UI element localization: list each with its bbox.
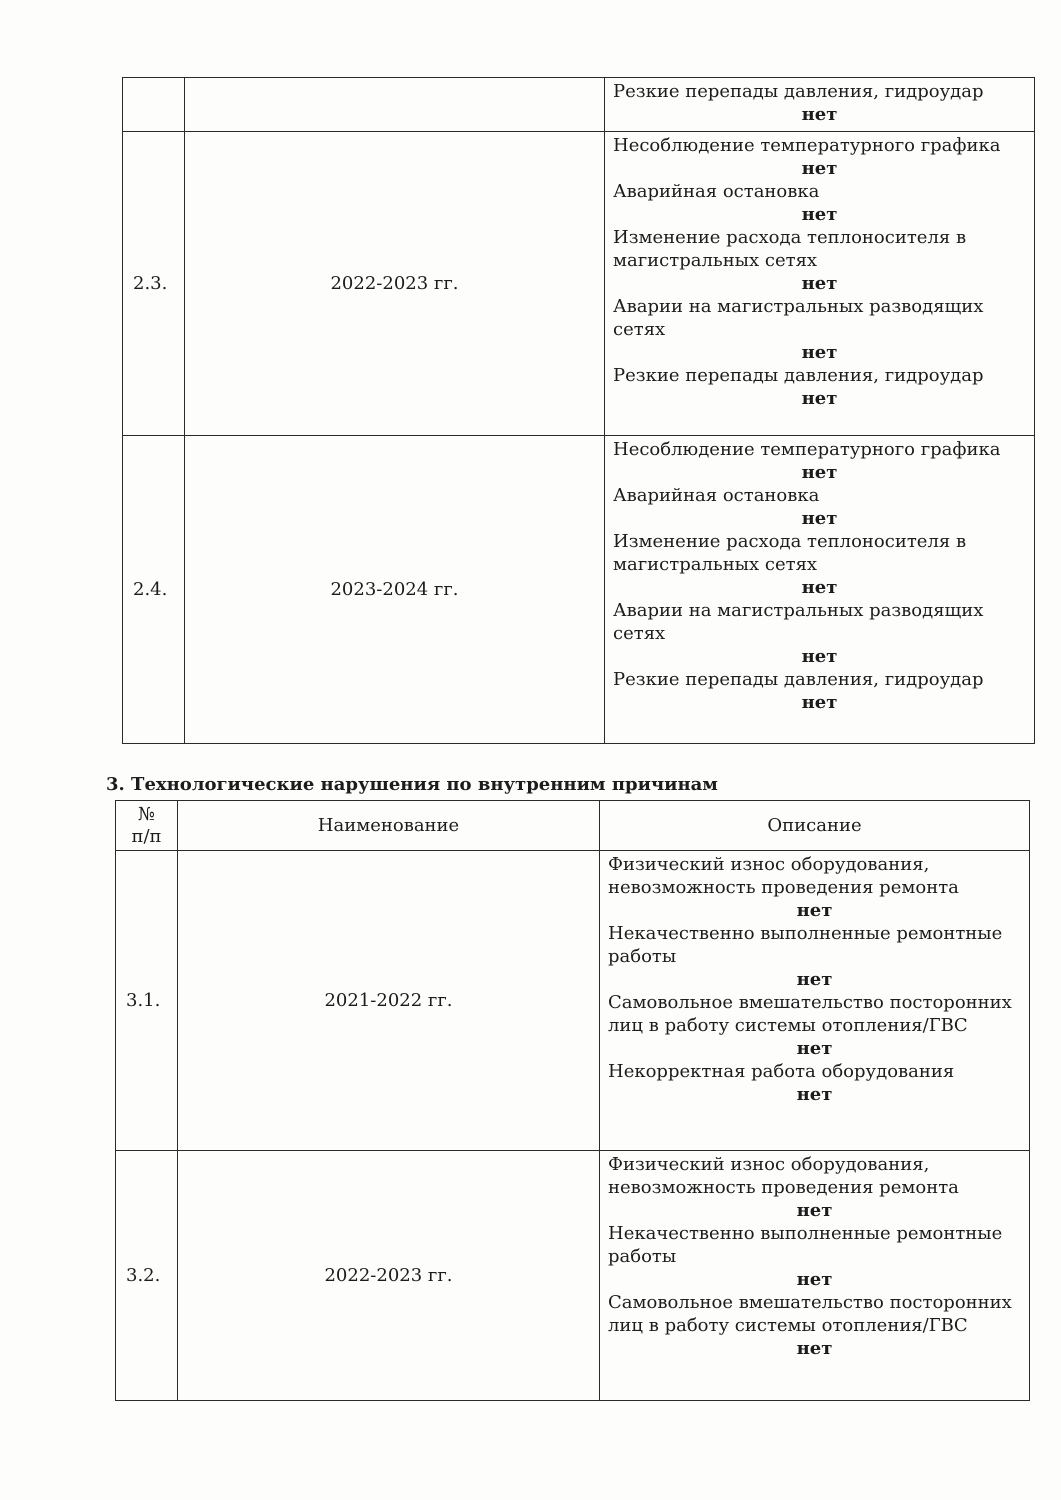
incidents-table-external	[122, 77, 1035, 744]
description-item	[608, 1291, 1021, 1360]
description-item	[608, 991, 1021, 1060]
table-header-row	[116, 801, 1030, 851]
row-name-cell: 2023-2024 гг.	[185, 436, 605, 744]
description-value: нет	[801, 342, 838, 363]
header-number-line2: п/п	[131, 825, 162, 847]
description-value: нет	[796, 969, 833, 990]
row-description-cell	[605, 78, 1035, 132]
description-label: Резкие перепады давления, гидроудар	[613, 81, 984, 102]
description-item	[613, 180, 1026, 226]
row-name-cell: 2022-2023 гг.	[178, 1151, 600, 1401]
row-description-cell	[605, 436, 1035, 744]
description-item	[608, 922, 1021, 991]
description-item	[613, 668, 1026, 714]
row-description-cell	[600, 1151, 1030, 1401]
description-value: нет	[796, 1038, 833, 1059]
description-item	[608, 1222, 1021, 1291]
table-row	[116, 1151, 1030, 1401]
description-item	[613, 80, 1026, 126]
description-label: Несоблюдение температурного графика	[613, 439, 1001, 460]
description-item	[608, 853, 1021, 922]
description-value: нет	[801, 388, 838, 409]
description-label: Резкие перепады давления, гидроудар	[613, 365, 984, 386]
description-item	[613, 530, 1026, 599]
description-value: нет	[801, 692, 838, 713]
description-value: нет	[801, 158, 838, 179]
row-name-cell: 2021-2022 гг.	[178, 851, 600, 1151]
description-label: Некачественно выполненные ремонтные работы	[608, 1223, 1003, 1267]
description-label: Самовольное вмешательство посторонних лиц в работу системы отопления/ГВС	[608, 1292, 1012, 1336]
header-description-cell: Описание	[600, 801, 1030, 851]
description-item	[608, 1060, 1021, 1106]
header-name-cell: Наименование	[178, 801, 600, 851]
description-label: Физический износ оборудования, невозможность проведения ремонта	[608, 1154, 959, 1198]
description-value: нет	[801, 204, 838, 225]
row-number-cell: 2.3.	[123, 132, 185, 436]
description-label: Аварии на магистральных разводящих сетях	[613, 600, 984, 644]
description-value: нет	[796, 1338, 833, 1359]
table-row	[123, 78, 1035, 132]
description-item	[613, 364, 1026, 410]
table-row	[123, 132, 1035, 436]
description-item	[613, 295, 1026, 364]
description-label: Изменение расхода теплоносителя в магистральных сетях	[613, 227, 967, 271]
row-name-cell	[185, 78, 605, 132]
description-label: Аварийная остановка	[613, 181, 820, 202]
header-number-cell	[116, 801, 178, 851]
header-number-line1: №	[137, 803, 156, 825]
row-description-cell	[605, 132, 1035, 436]
description-label: Самовольное вмешательство посторонних лиц в работу системы отопления/ГВС	[608, 992, 1012, 1036]
description-item	[613, 599, 1026, 668]
table-row	[123, 436, 1035, 744]
description-item	[613, 226, 1026, 295]
description-item	[613, 484, 1026, 530]
row-number-cell: 2.4.	[123, 436, 185, 744]
description-value: нет	[796, 1269, 833, 1290]
description-item	[608, 1153, 1021, 1222]
description-item	[613, 438, 1026, 484]
section-title: 3. Технологические нарушения по внутренним причинам	[106, 774, 718, 795]
description-label: Аварийная остановка	[613, 485, 820, 506]
description-label: Некорректная работа оборудования	[608, 1061, 955, 1082]
description-value: нет	[801, 273, 838, 294]
row-number-cell: 3.1.	[116, 851, 178, 1151]
row-description-cell	[600, 851, 1030, 1151]
row-name-cell: 2022-2023 гг.	[185, 132, 605, 436]
description-label: Резкие перепады давления, гидроудар	[613, 669, 984, 690]
table-row	[116, 851, 1030, 1151]
description-value: нет	[801, 104, 838, 125]
incidents-table-internal	[115, 800, 1030, 1401]
description-label: Изменение расхода теплоносителя в магистральных сетях	[613, 531, 967, 575]
description-value: нет	[801, 646, 838, 667]
description-value: нет	[801, 577, 838, 598]
description-value: нет	[796, 900, 833, 921]
description-item	[613, 134, 1026, 180]
description-value: нет	[796, 1084, 833, 1105]
row-number-cell	[123, 78, 185, 132]
row-number-cell: 3.2.	[116, 1151, 178, 1401]
description-value: нет	[801, 462, 838, 483]
description-label: Аварии на магистральных разводящих сетях	[613, 296, 984, 340]
description-value: нет	[801, 508, 838, 529]
description-label: Некачественно выполненные ремонтные работы	[608, 923, 1003, 967]
description-value: нет	[796, 1200, 833, 1221]
description-label: Несоблюдение температурного графика	[613, 135, 1001, 156]
description-label: Физический износ оборудования, невозможность проведения ремонта	[608, 854, 959, 898]
